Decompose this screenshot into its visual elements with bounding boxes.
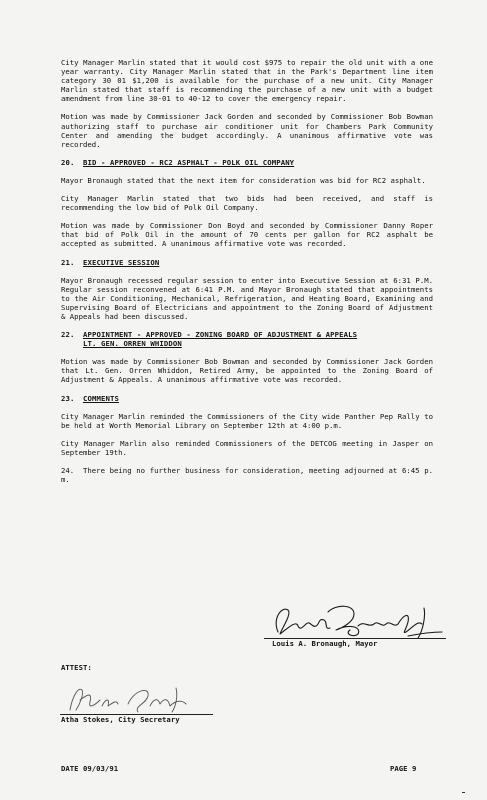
mayor-signature-block [258, 598, 448, 658]
item-title: BID - APPROVED - RC2 ASPHALT - POLK OIL COMPANY [83, 157, 295, 167]
item-22-heading: 22. APPOINTMENT - APPROVED - ZONING BOARD OF ADJUSTMENT & APPEALS LT. GEN. ORREN WHIDDON [61, 330, 433, 348]
item-title: EXECUTIVE SESSION [83, 257, 160, 267]
scan-speck [462, 792, 465, 793]
paragraph: Motion was made by Commissioner Bob Bowman and seconded by Commissioner Jack Gorden that Lt. Gen. Orren Whiddon, Retired Army, be appointed to the Zoning Board of Adjustment & Appeals. A unanimous affirmative vote was recorded. [61, 357, 433, 385]
item-20-heading: 20. BID - APPROVED - RC2 ASPHALT - POLK OIL COMPANY [61, 157, 295, 167]
paragraph: City Manager Marlin stated that it would cost $975 to repair the old unit with a one year warranty. City Manager Marlin stated that in the Park's Department line item category 30 01 $1,200 is available for the purchase of a new unit. City Manager Marlin stated that staff is recommending the purchase of a new unit with a budget amendment from line 30-01 to 40-12 to cover the emergency repair. [61, 58, 433, 104]
item-24-text: There being no further business for consideration, meeting adjourned at 6:45 p. m. [61, 466, 433, 485]
item-title: COMMENTS [83, 393, 119, 403]
mayor-name: Louis A. Bronaugh, Mayor [272, 639, 378, 648]
secretary-signature [58, 676, 228, 716]
paragraph: Motion was made by Commissioner Don Boyd and seconded by Commissioner Danny Roper that bid of Polk Oil in the amount of 70 cents per gallon for RC2 asphalt be accepted as submitted. A unanimous affirmative vote was recorded. [61, 221, 433, 249]
item-21-heading: 21. EXECUTIVE SESSION [61, 257, 160, 267]
footer-page-number: PAGE 9 [390, 764, 417, 773]
item-23-heading: 23. COMMENTS [61, 393, 119, 403]
paragraph: Mayor Bronaugh stated that the next item for consideration was bid for RC2 asphalt. [61, 175, 426, 185]
secretary-signature-block [58, 676, 228, 726]
paragraph: City Manager Marlin reminded the Commissioners of the City wide Panther Pep Rally to be held at Worth Memorial Library on September 12th at 4:00 p.m. [61, 411, 433, 430]
paragraph: Motion was made by Commissioner Jack Gorden and seconded by Commissioner Bob Bowman authorizing staff to purchase air conditioner unit for Chambers Park Community Center and amending the budget accordingly. A unanimous affirmative vote was recorded. [61, 112, 433, 149]
footer-date: DATE 09/03/91 [61, 764, 119, 773]
attest-label: ATTEST: [61, 663, 92, 672]
mayor-signature [258, 598, 448, 642]
item-title-line2: LT. GEN. ORREN WHIDDON [83, 339, 182, 349]
minutes-body [61, 58, 433, 493]
item-title: APPOINTMENT - APPROVED - ZONING BOARD OF ADJUSTMENT & APPEALS [83, 330, 358, 340]
secretary-name: Atha Stokes, City Secretary [61, 715, 180, 724]
paragraph: City Manager Marlin also reminded Commissioners of the DETCOG meeting in Jasper on September 19th. [61, 438, 433, 457]
paragraph: City Manager Marlin stated that two bids had been received, and staff is recommending the low bid of Polk Oil Company. [61, 194, 433, 213]
paragraph: Mayor Bronaugh recessed regular session to enter into Executive Session at 6:31 P.M. Regular session reconvened at 6:41 P.M. and Mayor Bronaugh stated that appointments to the Air Conditioning, Mechanical, Refrigeration, and Heating Board, Examining and Supervising Board of Electricians and appointment to the Zoning Board of Adjustment & Appeals had been discussed. [61, 275, 433, 321]
item-24: 24. There being no further business for consideration, meeting adjourned at 6:45 p. m. [61, 466, 433, 485]
